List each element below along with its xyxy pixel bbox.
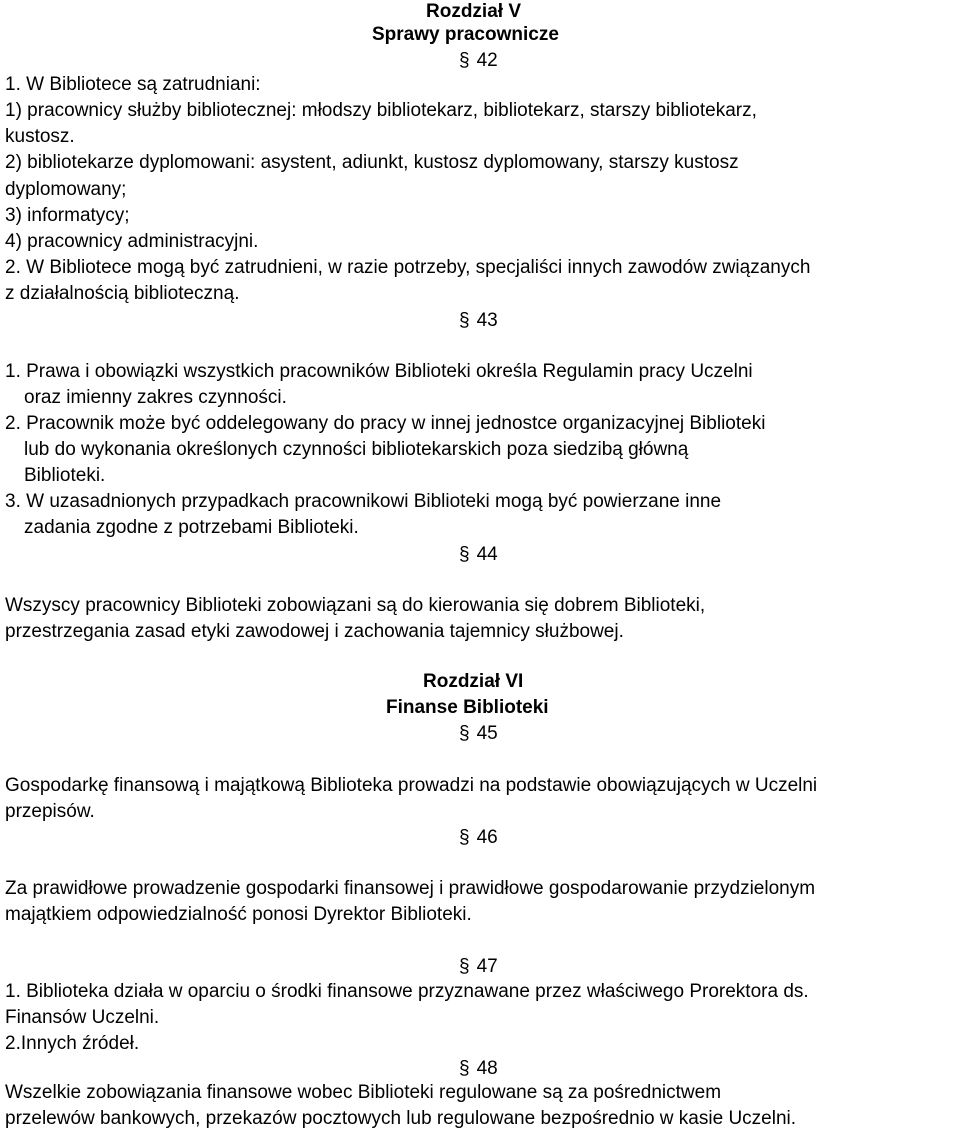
chapter-title: Rozdział V: [426, 1, 522, 22]
text-line: 2) bibliotekarze dyplomowani: asystent, adiunkt, kustosz dyplomowany, starszy kustosz: [5, 152, 739, 173]
section-symbol: §: [459, 50, 470, 71]
text-line: Wszyscy pracownicy Biblioteki zobowiązani są do kierowania się dobrem Biblioteki,: [5, 595, 706, 616]
section-symbol: §: [459, 1058, 470, 1079]
text-line: 1. Biblioteka działa w oparciu o środki finansowe przyznawane przez właściwego Prorektora ds.: [5, 981, 809, 1002]
text-line: 4) pracownicy administracyjni.: [5, 231, 259, 252]
text-line: majątkiem odpowiedzialność ponosi Dyrektor Biblioteki.: [5, 904, 472, 925]
text-line: 1. W Bibliotece są zatrudniani:: [5, 74, 261, 95]
text-line: Za prawidłowe prowadzenie gospodarki finansowej i prawidłowe gospodarowanie przydzielonym: [5, 878, 816, 899]
text-line: Wszelkie zobowiązania finansowe wobec Biblioteki regulowane są za pośrednictwem: [5, 1082, 722, 1103]
paragraph-number-value: 43: [476, 310, 498, 331]
text-line: Biblioteki.: [24, 465, 106, 486]
text-line: lub do wykonania określonych czynności bibliotekarskich poza siedzibą główną: [24, 439, 689, 460]
paragraph-number: [459, 51, 498, 70]
section-symbol: §: [459, 827, 470, 848]
paragraph-number: [459, 828, 498, 847]
paragraph-number: [459, 311, 498, 330]
text-line: oraz imienny zakres czynności.: [24, 387, 287, 408]
text-line: przepisów.: [5, 801, 95, 822]
text-line: kustosz.: [5, 126, 75, 147]
text-line: Finansów Uczelni.: [5, 1007, 160, 1028]
paragraph-number: [459, 545, 498, 564]
chapter-subtitle: Sprawy pracownicze: [372, 24, 559, 45]
paragraph-number: [459, 957, 498, 976]
paragraph-number-value: 42: [476, 50, 498, 71]
paragraph-number-value: 44: [476, 544, 498, 565]
section-symbol: §: [459, 723, 470, 744]
paragraph-number: [459, 1059, 498, 1078]
text-line: 2.Innych źródeł.: [5, 1033, 140, 1054]
text-line: 1) pracownicy służby bibliotecznej: młodszy bibliotekarz, bibliotekarz, starszy bibliotekarz,: [5, 100, 757, 121]
paragraph-number-value: 47: [476, 956, 498, 977]
paragraph-number: [459, 724, 498, 743]
section-symbol: §: [459, 956, 470, 977]
paragraph-number-value: 46: [476, 827, 498, 848]
text-line: 3. W uzasadnionych przypadkach pracownikowi Biblioteki mogą być powierzane inne: [5, 491, 722, 512]
text-line: Gospodarkę finansową i majątkową Biblioteka prowadzi na podstawie obowiązujących w Uczelni: [5, 775, 818, 796]
chapter-subtitle: Finanse Biblioteki: [386, 697, 549, 718]
section-symbol: §: [459, 310, 470, 331]
chapter-title: Rozdział VI: [423, 671, 524, 692]
paragraph-number-value: 45: [476, 723, 498, 744]
text-line: 3) informatycy;: [5, 205, 130, 226]
text-line: dyplomowany;: [5, 179, 127, 200]
paragraph-number-value: 48: [476, 1058, 498, 1079]
text-line: przelewów bankowych, przekazów pocztowych lub regulowane bezpośrednio w kasie Uczelni.: [5, 1108, 797, 1129]
text-line: 1. Prawa i obowiązki wszystkich pracowników Biblioteki określa Regulamin pracy Uczelni: [5, 361, 753, 382]
text-line: zadania zgodne z potrzebami Biblioteki.: [24, 517, 359, 538]
text-line: 2. Pracownik może być oddelegowany do pracy w innej jednostce organizacyjnej Biblioteki: [5, 413, 766, 434]
text-line: 2. W Bibliotece mogą być zatrudnieni, w razie potrzeby, specjaliści innych zawodów związanych: [5, 257, 811, 278]
text-line: z działalnością biblioteczną.: [5, 283, 240, 304]
text-line: przestrzegania zasad etyki zawodowej i zachowania tajemnicy służbowej.: [5, 621, 624, 642]
section-symbol: §: [459, 544, 470, 565]
